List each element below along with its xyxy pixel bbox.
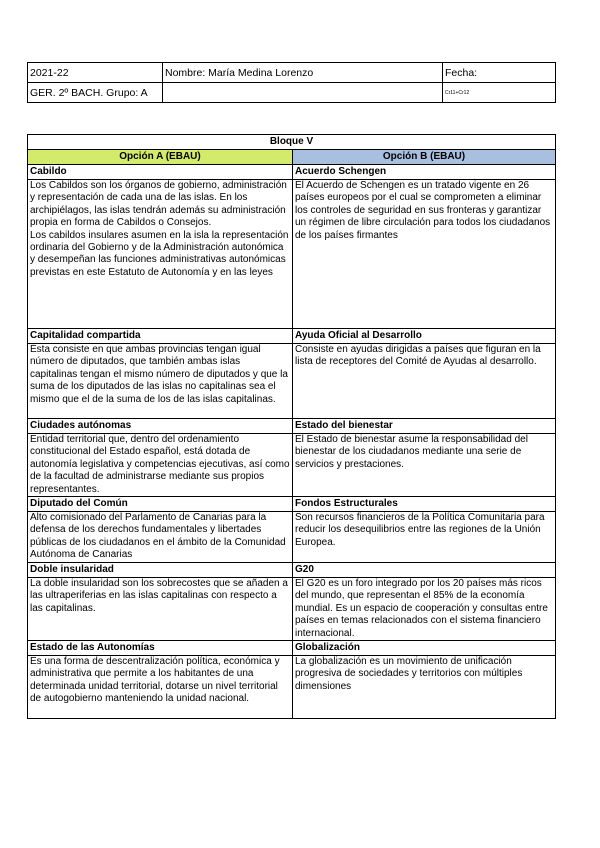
date-label: Fecha:: [443, 63, 556, 83]
definition-a: Los Cabildos son los órganos de gobierno, administración y representación de cada una de las islas. En los archipiélagos, las islas tendrán además su administración propia en forma de Cabildos o Consejos. Los cabildos insulares asumen en la isla la representación ordinaria del Gobierno y de la Administración autonómica y desempeñan las funciones administrativas autonómicas previstas en este Estatuto de Autonomía y en las leyes: [28, 180, 293, 329]
term-a: Estado de las Autonomías: [28, 641, 293, 656]
definition-a: Entidad territorial que, dentro del ordenamiento constitucional del Estado español, está dotada de autonomía legislativa y competencias ejecutivas, así como de la facultad de administrarse mediante sus propios representantes.: [28, 434, 293, 497]
glossary-table: [27, 134, 556, 719]
definition-b: La globalización es un movimiento de unificación progresiva de sociedades y territorios con múltiples dimensiones: [293, 656, 556, 719]
term-a: Cabildo: [28, 165, 293, 180]
header-table: [27, 62, 556, 103]
definition-row: [28, 656, 556, 719]
date-value: Cr11+Cr12: [443, 83, 556, 103]
option-b-header: Opción B (EBAU): [293, 150, 556, 165]
definition-b: El Estado de bienestar asume la responsabilidad del bienestar de los ciudadanos mediante una serie de servicios y prestaciones.: [293, 434, 556, 497]
term-row: [28, 497, 556, 512]
term-a: Doble insularidad: [28, 563, 293, 578]
definition-row: [28, 578, 556, 641]
student-name: Nombre: María Medina Lorenzo: [163, 63, 443, 83]
options-header-row: [28, 150, 556, 165]
term-b: Globalización: [293, 641, 556, 656]
school-year: 2021-22: [28, 63, 163, 83]
term-b: G20: [293, 563, 556, 578]
definition-b: Consiste en ayudas dirigidas a países que figuran en la lista de receptores del Comité de Ayudas al desarrollo.: [293, 344, 556, 419]
term-row: [28, 641, 556, 656]
term-row: [28, 563, 556, 578]
option-a-header: Opción A (EBAU): [28, 150, 293, 165]
header-row-1: [28, 63, 556, 83]
definition-row: [28, 512, 556, 563]
header-row-2: [28, 83, 556, 103]
definition-b: Son recursos financieros de la Política Comunitaria para reducir los desequilibrios entre las regiones de la Unión Europea.: [293, 512, 556, 563]
term-a: Capitalidad compartida: [28, 329, 293, 344]
definition-a: Alto comisionado del Parlamento de Canarias para la defensa de los derechos fundamentales y libertades públicas de los ciudadanos en el ámbito de la Comunidad Autónoma de Canarias: [28, 512, 293, 563]
definition-row: [28, 434, 556, 497]
term-a: Diputado del Común: [28, 497, 293, 512]
definition-row: [28, 344, 556, 419]
block-title: Bloque V: [28, 135, 556, 150]
definition-b: El Acuerdo de Schengen es un tratado vigente en 26 países europeos por el cual se comprometen a eliminar los controles de seguridad en sus fronteras y garantizar un régimen de libre circulación para todos los ciudadanos de los países firmantes: [293, 180, 556, 329]
term-b: Acuerdo Schengen: [293, 165, 556, 180]
term-row: [28, 419, 556, 434]
term-a: Ciudades autónomas: [28, 419, 293, 434]
definition-row: [28, 180, 556, 329]
definition-a: La doble insularidad son los sobrecostes que se añaden a las ultraperiferias en las islas capitalinas con respecto a las capitalinas.: [28, 578, 293, 641]
header-empty-cell: [163, 83, 443, 103]
course-group: GER. 2º BACH. Grupo: A: [28, 83, 163, 103]
term-b: Ayuda Oficial al Desarrollo: [293, 329, 556, 344]
block-title-row: [28, 135, 556, 150]
term-b: Estado del bienestar: [293, 419, 556, 434]
definition-b: El G20 es un foro integrado por los 20 países más ricos del mundo, que representan el 85% de la economía mundial. Es un espacio de cooperación y consultas entre países en temas relacionados con el sistema financiero internacional.: [293, 578, 556, 641]
definition-a: Es una forma de descentralización política, económica y administrativa que permite a los habitantes de una determinada unidad territorial, dotarse un nivel territorial de autogobierno manteniendo la unidad nacional.: [28, 656, 293, 719]
term-row: [28, 165, 556, 180]
definition-a: Ésta consiste en que ambas provincias tengan igual número de diputados, que también ambas islas capitalinas tengan el mismo número de diputados y que la suma de los diputados de las islas no capitalinas sea el mismo que el de la suma de los de las islas capitalinas.: [28, 344, 293, 419]
term-b: Fondos Estructurales: [293, 497, 556, 512]
term-row: [28, 329, 556, 344]
